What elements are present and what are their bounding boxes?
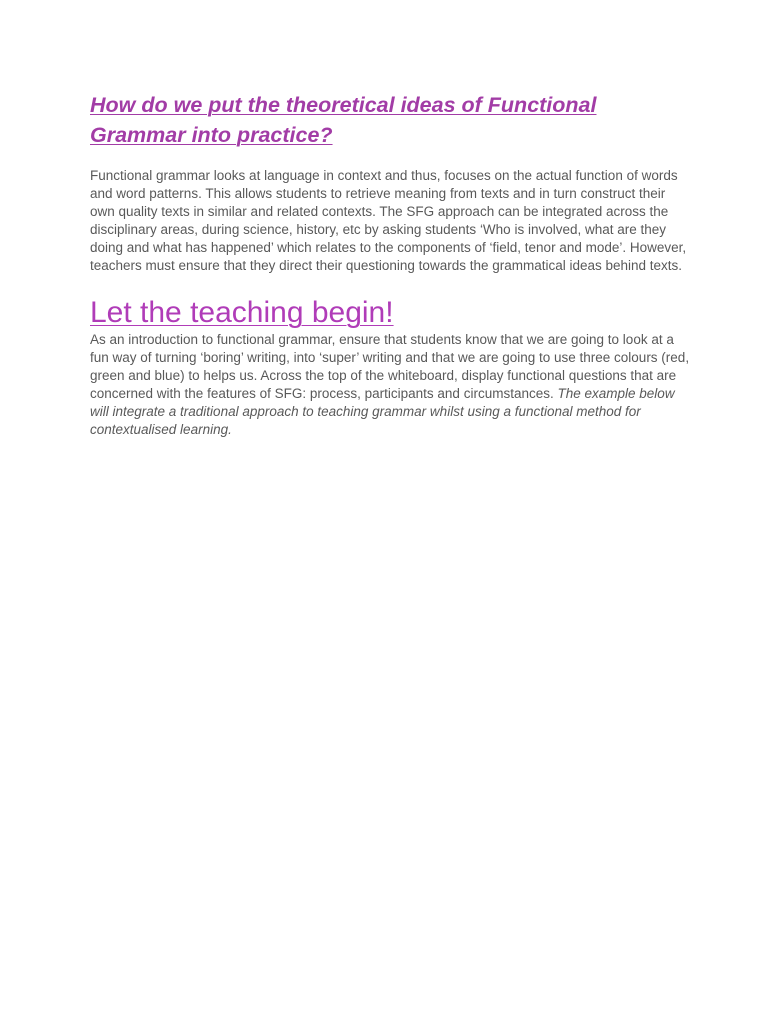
teaching-paragraph-text: As an introduction to functional grammar, ensure that students know that we are going to look at a fun way of turning ‘boring’ writing, into ‘super’ writing and that we are going to use three colours (red, green and blue) to helps us. Across the top of the whiteboard, display functional questions that are concerned with the features of SFG: process, participants and circumstances. [90,332,690,401]
section-heading: Let the teaching begin! [90,296,394,329]
main-heading-line1: How do we put the theoretical ideas of Functional [90,93,597,117]
document-page [90,90,690,439]
main-heading-line2: Grammar into practice? [90,123,333,147]
intro-paragraph: Functional grammar looks at language in context and thus, focuses on the actual function of words and word patterns. This allows students to retrieve meaning from texts and in turn construct their own quality texts in similar and related contexts. The SFG approach can be integrated across the disciplinary areas, during science, history, etc by asking students ‘Who is involved, what are they doing and what has happened’ which relates to the components of ‘field, tenor and mode’. However, teachers must ensure that they direct their questioning towards the grammatical ideas behind texts. [90,168,687,273]
main-heading [90,90,690,150]
teaching-paragraph [90,331,690,439]
teaching-paragraph-italic-text: The example below will integrate a traditional approach to teaching grammar whilst using a functional method for contextualised learning. [90,386,675,437]
